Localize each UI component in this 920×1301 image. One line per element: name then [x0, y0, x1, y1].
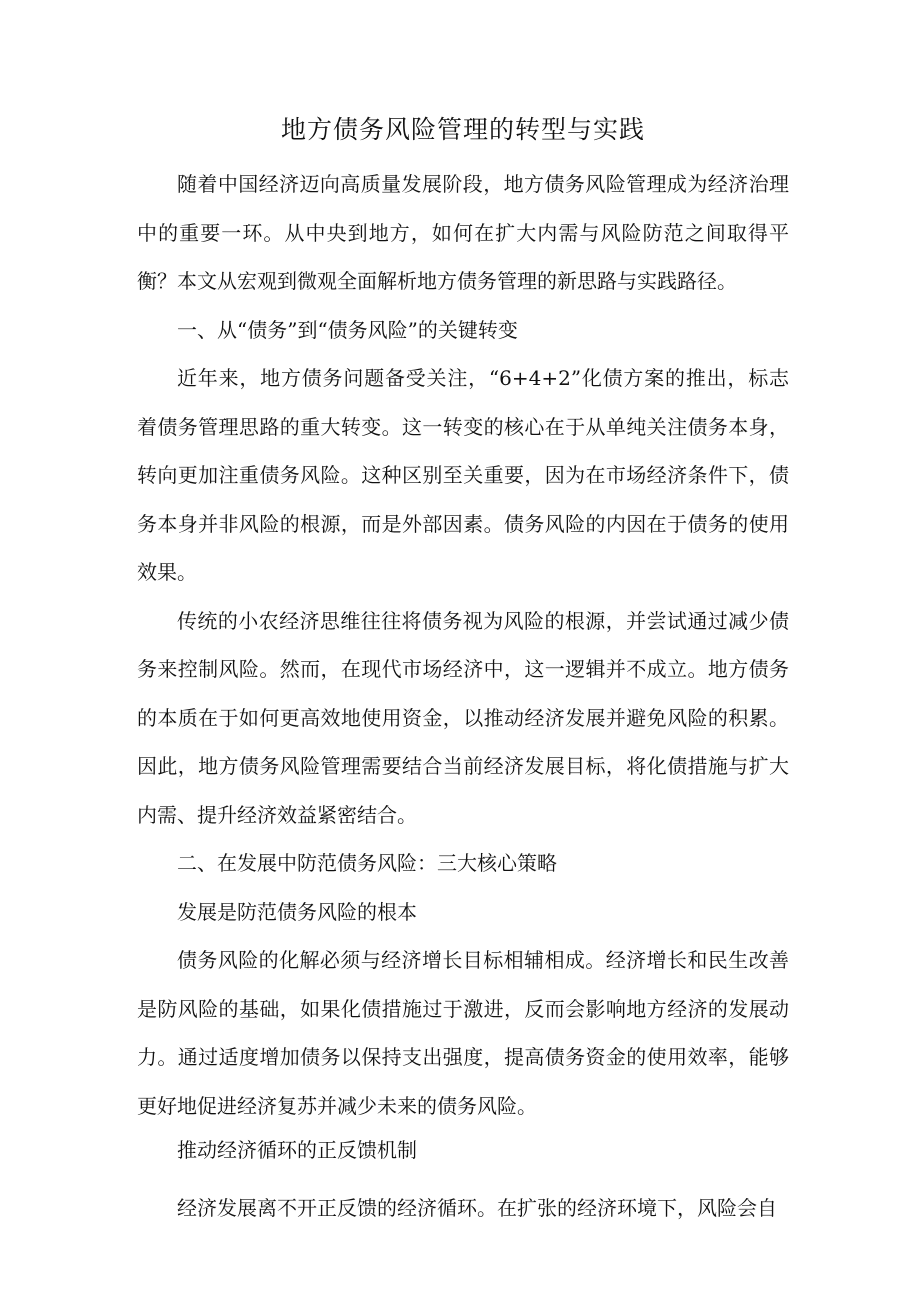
subheading-development: 发展是防范债务风险的根本: [177, 899, 417, 924]
paragraph-development: 债务风险的化解必须与经济增长目标相辅相成。经济增长和民生改善是防风险的基础，如果化债措施过于激进，反而会影响地方经济的发展动力。通过适度增加债务以保持支出强度，提高债务资金的使用效率，能够更好地促进经济复苏并减少未来的债务风险。: [137, 948, 789, 1118]
paragraph-intro: 随着中国经济迈向高质量发展阶段，地方债务风险管理成为经济治理中的重要一环。从中央到地方，如何在扩大内需与风险防范之间取得平衡？本文从宏观到微观全面解析地方债务管理的新思路与实践路径。: [137, 172, 789, 293]
section-heading-2: 二、在发展中防范债务风险：三大核心策略: [177, 851, 557, 875]
paragraph-section1-b: 传统的小农经济思维往往将债务视为风险的根源，并尝试通过减少债务来控制风险。然而，在现代市场经济中，这一逻辑并不成立。地方债务的本质在于如何更高效地使用资金，以推动经济发展并避免风险的积累。因此，地方债务风险管理需要结合当前经济发展目标，将化债措施与扩大内需、提升经济效益紧密结合。: [137, 608, 789, 827]
document-title: 地方债务风险管理的转型与实践: [280, 115, 645, 144]
paragraph-feedback: 经济发展离不开正反馈的经济循环。在扩张的经济环境下，风险会自: [177, 1196, 777, 1220]
paragraph-section1-a: 近年来，地方债务问题备受关注，“6+4+2”化债方案的推出，标志着债务管理思路的重大转变。这一转变的核心在于从单纯关注债务本身，转向更加注重债务风险。这种区别至关重要，因为在市场经济条件下，债务本身并非风险的根源，而是外部因素。债务风险的内因在于债务的使用效果。: [137, 366, 789, 584]
section-heading-1: 一、从“债务”到“债务风险”的关键转变: [177, 317, 518, 342]
subheading-feedback: 推动经济循环的正反馈机制: [177, 1138, 417, 1162]
document-body: [137, 110, 789, 1233]
